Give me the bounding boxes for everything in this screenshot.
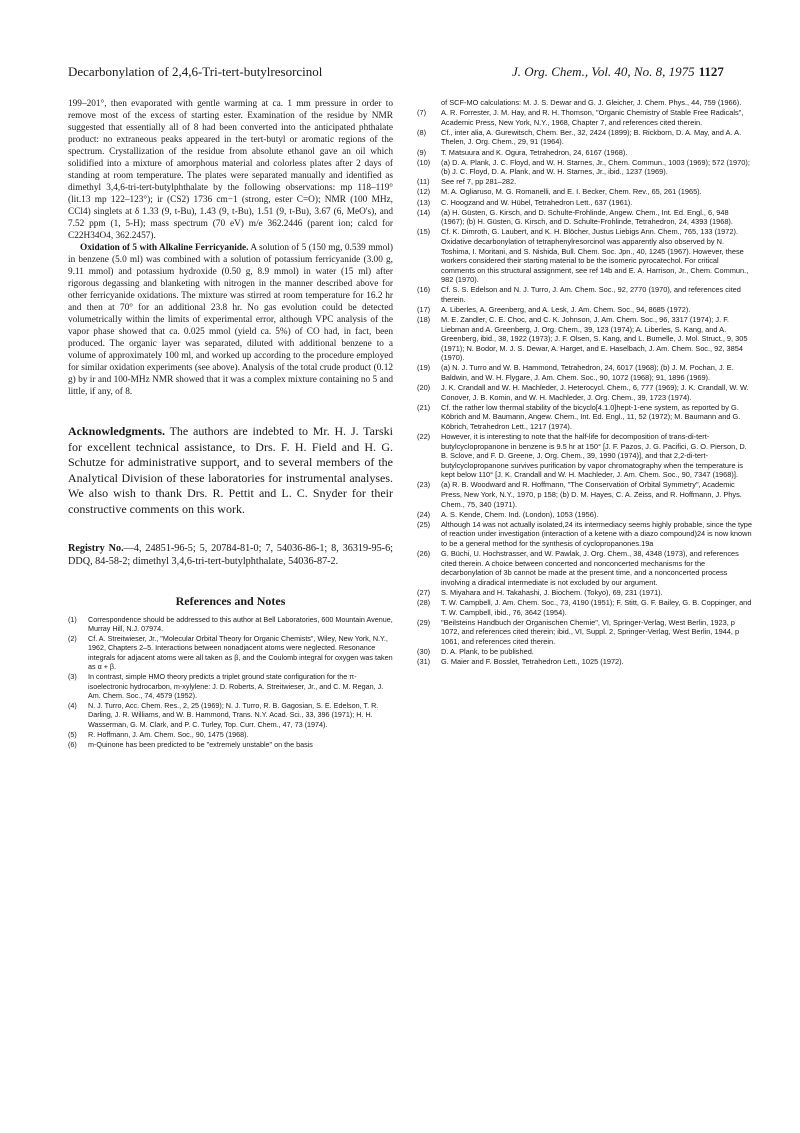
paragraph-run-in-heading: Oxidation of 5 with Alkaline Ferricyanide. (80, 243, 249, 253)
reference-item (417, 588, 753, 598)
reference-number: (29) (417, 617, 431, 627)
acknowledgments (68, 424, 393, 518)
reference-text: C. Hoogzand and W. Hübel, Tetrahedron Lett., 637 (1961). (441, 197, 633, 207)
reference-item (417, 198, 753, 208)
reference-number: (10) (417, 157, 431, 167)
reference-number: (18) (417, 315, 431, 325)
reference-number: (3) (68, 672, 77, 682)
reference-number: (8) (417, 127, 427, 137)
reference-item (417, 618, 753, 647)
references-list-right (417, 98, 753, 667)
reference-item (417, 363, 753, 382)
reference-number: (25) (417, 519, 431, 529)
reference-text: Cf. K. Dimroth, G. Laubert, and K. H. Blöcher, Justus Liebigs Ann. Chem., 765, 133 (1972). Oxidative decarbonylation of tetraphenylresorcinol was apparently also observed by N. Toshima, I. Moritani, and S. Nishida, Bull. Chem. Soc. Jpn., 40, 1245 (1967). However, these workers considered their starting material to be the isomeric pyrocatechol. For critical comments on this structural assignment, see ref 14b and E. A. Harrison, Jr., Chem. Commun., 982 (1970). (441, 227, 749, 285)
reference-number: (4) (68, 701, 77, 710)
running-title: Decarbonylation of 2,4,6-Tri-tert-butylresorcinol (68, 64, 323, 79)
reference-text: Cf. A. Streitwieser, Jr., "Molecular Orbital Theory for Organic Chemists", Wiley, New York, N.Y., 1962, Chapters 2–5. Interactions between nonadjacent atoms were neglected. Resonance integrals for adjacent atoms were all taken as β, and the Coulomb integral for oxygen was taken as α + β. (88, 633, 393, 672)
reference-item (417, 305, 753, 315)
reference-text: "Beilsteins Handbuch der Organischen Chemie", VI, Springer-Verlag, West Berlin, 1923, p 1072, and references cited therein; ibid., VI, Suppl. 2, Springer-Verlag, West Berlin, 1944, p 1061, and references cited therein. (441, 617, 740, 646)
reference-number: (21) (417, 402, 431, 412)
references-heading: References and Notes (175, 593, 286, 608)
experimental-paragraph-1: 199–201°, then evaporated with gentle warming at ca. 1 mm pressure in order to remove most of the excess of starting ester. Examination of the residue by NMR suggested that essentially all of 8 had been converted into the anticipated phthalate product: no extraneous peaks appeared in the tert-butyl or aromatic regions of the spectrum. Crystallization of the residue from absolute ethanol gave an oil which solidified into a mixture of amorphous material and colorless plates after 2 days of standing at room temperature. The plates were separated manually and identified as dimethyl 3,4,6-tri-tert-butylphthalate by the following observations: mp 118–119° (lit.13 mp 122–123°); ir (CS2) 1736 cm−1 (strong, ester C=O); NMR (100 MHz, CCl4) singlets at δ 1.33 (9, t-Bu), 1.43 (9, t-Bu), 1.51 (9, t-Bu), 3.67 (6, MeO's), and 7.52 ppm (1, 5-H); mass spectrum (70 eV) m/e 362.2446 (parent ion; calcd for C22H34O4, 362.2457). (68, 99, 393, 241)
reference-number: (2) (68, 633, 77, 643)
reference-item (68, 672, 393, 700)
reference-item (68, 615, 393, 634)
reference-number: (24) (417, 509, 431, 519)
reference-text: S. Miyahara and H. Takahashi, J. Biochem. (Tokyo), 69, 231 (1971). (441, 587, 663, 597)
reference-text: (a) D. A. Plank, J. C. Floyd, and W. H. Starnes, Jr., Chem. Commun., 1003 (1969); 572 (1970); (b) J. C. Floyd, D. A. Plank, and W. H. Starnes, Jr., ibid., 1237 (1969). (441, 157, 750, 177)
reference-text: D. A. Plank, to be published. (441, 646, 534, 656)
reference-text: m-Quinone has been predicted to be "extremely unstable" on the basis (88, 739, 313, 749)
reference-number: (15) (417, 227, 431, 237)
reference-text: A. S. Kende, Chem. Ind. (London), 1053 (1956). (441, 509, 599, 519)
reference-number: (28) (417, 597, 431, 607)
reference-item (417, 227, 753, 284)
reference-item (68, 701, 393, 729)
reference-text: (a) H. Güsten, G. Kirsch, and D. Schulte-Frohlinde, Angew. Chem., Int. Ed. Engl., 6, 948 (1967); (b) H. Güsten, G. Kirsch, and D. Schulte-Frohlinde, Tetrahedron, 24, 4393 (1968). (441, 207, 733, 227)
reference-item (417, 208, 753, 227)
reference-text: However, it is interesting to note that the half-life for decomposition of trans-di-tert-butylcyclopropanone in benzene is 9.5 hr at 150° [J. F. Pazos, J. G. Pacifici, G. O. Pierson, D. B. Sclove, and F. D. Greene, J. Org. Chem., 39, 1990 (1974)], and that 2,2-di-tert-butylcyclopropanone survives purification by vapor chromatography when the temperature is kept below 110° [J. K. Crandall and W. H. Machleder, J. Am. Chem. Soc., 90, 7347 (1968)]. (441, 432, 747, 480)
acknowledgments-heading: Acknowledgments. (68, 424, 166, 438)
reference-number: (12) (417, 187, 431, 197)
reference-item (417, 187, 753, 197)
reference-item (417, 657, 753, 667)
reference-item (417, 128, 753, 147)
reference-item (417, 549, 753, 587)
reference-text: M. A. Ogliaruso, M. G. Romanelli, and E. I. Becker, Chem. Rev., 65, 261 (1965). (441, 187, 702, 197)
reference-text: (a) R. B. Woodward and R. Hoffmann, "The Conservation of Orbital Symmetry", Academic Press, New York, N.Y., 1970, p 158; (b) D. M. Hayes, C. A. Zeiss, and R. Hoffmann, J. Phys. Chem., 75, 340 (1971). (441, 480, 742, 509)
reference-text: See ref 7, pp 281–282. (441, 177, 517, 187)
reference-number: (14) (417, 207, 431, 217)
reference-item (417, 520, 753, 549)
reference-item (417, 285, 753, 304)
reference-item (68, 730, 393, 739)
reference-text: R. Hoffmann, J. Am. Chem. Soc., 90, 1475 (1968). (88, 729, 249, 739)
reference-text: (a) N. J. Turro and W. B. Hammond, Tetrahedron, 24, 6017 (1968); (b) J. M. Pochan, J. E. Baldwin, and W. H. Flygare, J. Am. Chem. Soc., 90, 1072 (1968); 91, 1896 (1969). (441, 363, 734, 383)
registry-text: —4, 24851-96-5; 5, 20784-81-0; 7, 54036-86-1; 8, 36319-95-6; DDQ, 84-58-2; dimethyl 3,4,6-tri-tert-butylphthalate, 54036-87-2. (68, 542, 393, 567)
reference-text: Although 14 was not actually isolated,24 its intermediacy seems highly probable, since the type of reaction under investigation (interaction of a ketene with a diazo compound)24 is now known to be a general method for the synthesis of cyclopropanones.19a (441, 519, 752, 548)
reference-number: (1) (68, 614, 77, 624)
reference-number: (11) (417, 177, 430, 187)
reference-item (417, 383, 753, 402)
references-list-left (68, 615, 393, 750)
reference-number: (30) (417, 646, 431, 656)
registry-numbers (68, 542, 393, 568)
left-column (68, 98, 393, 750)
reference-text: In contrast, simple HMO theory predicts a triplet ground state configuration for the π-isoelectronic hydrocarbon, m-xylylene: J. D. Roberts, A. Streitwieser, Jr., and C. M. Regan, J. Am. Chem. Soc., 74, 4579 (1952). (88, 672, 384, 700)
reference-item (68, 740, 393, 749)
reference-item (417, 647, 753, 657)
reference-text: Cf. S. S. Edelson and N. J. Turro, J. Am. Chem. Soc., 92, 2770 (1970), and references cited therein. (441, 285, 741, 304)
acknowledgments-text: The authors are indebted to Mr. H. J. Tarski for excellent technical assistance, to Drs. F. H. Field and H. G. Schutze for administrative support, and to several members of the Analytical Division of these laboratories for instrumental analyses. We also wish to thank Drs. R. Pettit and L. C. Snyder for their constructive comments on this work. (68, 424, 393, 516)
reference-item (417, 108, 753, 127)
reference-text: M. E. Zandler, C. E. Choc, and C. K. Johnson, J. Am. Chem. Soc., 96, 3317 (1974); J. F. Liebman and A. Greenberg, J. Org. Chem., 39, 123 (1974); A. Liberles, S. Kang, and A. Greenberg, ibid., 38, 1922 (1973); J. F. Olsen, S. Kang, and L. Burnelle, J. Mol. Struct., 9, 305 (1971); N. Bodor, M. J. S. Dewar, A. Harget, and E. Haselbach, J. Am. Chem. Soc., 92, 3854 (1970). (441, 315, 748, 363)
reference-item (417, 177, 753, 187)
reference-number: (22) (417, 432, 431, 442)
reference-text: A. R. Forrester, J. M. Hay, and R. H. Thomson, "Organic Chemistry of Stable Free Radicals", Academic Press, New York, N.Y., 1968, Chapter 7, and references cited therein. (441, 108, 744, 127)
reference-item (417, 315, 753, 363)
journal-reference: J. Org. Chem., Vol. 40, No. 8, 1975 (512, 64, 695, 79)
reference-number: (17) (417, 305, 431, 315)
reference-text: A. Liberles, A. Greenberg, and A. Lesk, J. Am. Chem. Soc., 94, 8685 (1972). (441, 305, 691, 315)
reference-item (417, 598, 753, 617)
reference-item (68, 634, 393, 672)
reference-number: (5) (68, 729, 77, 739)
reference-item (417, 148, 753, 158)
reference-number (417, 98, 441, 108)
reference-item (417, 158, 753, 177)
reference-text: Cf. the rather low thermal stability of the bicyclo[4.1.0]hept-1-ene system, as reported by G. Köbrich and M. Baumann, Angew. Chem., Int. Ed. Engl., 11, 52 (1972); M. Baumann and G. Köbrich, Tetrahedron Lett., 1217 (1974). (441, 402, 741, 431)
reference-text: Correspondence should be addressed to this author at Bell Laboratories, 600 Mountain Avenue, Murray Hill, N.J. 07974. (88, 614, 393, 633)
reference-number: (26) (417, 549, 431, 559)
right-column (417, 98, 753, 667)
reference-text: T. W. Campbell, J. Am. Chem. Soc., 73, 4190 (1951); F. Stitt, G. F. Bailey, G. B. Coppinger, and T. W. Campbell, ibid., 76, 3642 (1954). (441, 597, 752, 617)
reference-number: (13) (417, 197, 431, 207)
reference-number: (7) (417, 108, 427, 118)
reference-number: (6) (68, 739, 77, 749)
reference-item (417, 98, 753, 108)
reference-number: (27) (417, 587, 431, 597)
reference-text: N. J. Turro, Acc. Chem. Res., 2, 25 (1969); N. J. Turro, R. B. Gagosian, S. E. Edelson, T. R. Darling, J. R. Williams, and W. B. Hammond, Trans. N.Y. Acad. Sci., 33, 396 (1971); H. H. Wasserman, G. M. Clark, and P. C. Turley, Top. Curr. Chem., 47, 73 (1974). (88, 701, 379, 729)
reference-text: Cf., inter alia, A. Gurewitsch, Chem. Ber., 32, 2424 (1899); B. Rickborn, D. A. May, and A. A. Thelen, J. Org. Chem., 29, 91 (1964). (441, 127, 742, 147)
reference-text: of SCF-MO calculations: M. J. S. Dewar and G. J. Gleicher, J. Chem. Phys., 44, 759 (1966). (441, 98, 742, 107)
reference-text: G. Maier and F. Bosslet, Tetrahedron Lett., 1025 (1972). (441, 657, 624, 667)
experimental-paragraph-2 (68, 242, 393, 398)
reference-item (417, 510, 753, 520)
page-number: 1127 (698, 64, 724, 79)
reference-number: (16) (417, 285, 431, 295)
reference-number: (9) (417, 147, 427, 157)
reference-text: G. Büchi, U. Hochstrasser, and W. Pawlak, J. Org. Chem., 38, 4348 (1973), and references cited therein. A choice between concerted and nonconcerted mechanisms for the decarbonylation of 3b cannot be made at the present time, and a nonconcerted process involving a diradical intermediate is not excluded by our argument. (441, 549, 739, 587)
reference-number: (19) (417, 363, 431, 373)
registry-heading: Registry No. (68, 542, 124, 554)
reference-text: J. K. Crandall and W. H. Machleder, J. Heterocycl. Chem., 6, 777 (1969); J. K. Crandall, W. W. Conover, J. B. Komin, and W. H. Machleder, J. Org. Chem., 39, 1723 (1974). (441, 383, 749, 402)
paragraph-text: A solution of 5 (150 mg, 0.539 mmol) in benzene (5.0 ml) was combined with a solution of potassium ferricyanide (3.00 g, 9.11 mmol) and potassium hydroxide (0.50 g, 8.9 mmol) in water (15 ml) after rigorous degassing and blanketing with nitrogen in the manner described above for other ferricyanide oxidations. The mixture was stirred at room temperature for 16.2 hr and then at 70° for an additional 23.8 hr. No gas evolution could be detected volumetrically within the limits of experimental error, although VPC analysis of the vapor phase showed that ca. 0.025 mmol (yield ca. 5%) of CO had, in fact, been produced. The organic layer was separated, diluted with additional benzene to a volume of approximately 100 ml, and worked up according to the procedure employed for similar oxidation experiments (see above). Analysis of the total crude product (0.12 g) by ir and 100-MHz NMR showed that it was a complex mixture containing no 5 and little, if any, of 8. (68, 243, 393, 397)
reference-number: (20) (417, 383, 431, 393)
reference-item (417, 480, 753, 509)
journal-citation (512, 64, 724, 80)
reference-item (417, 432, 753, 480)
reference-text: T. Matsuura and K. Ogura, Tetrahedron, 24, 6167 (1968). (441, 147, 628, 157)
reference-number: (23) (417, 480, 431, 490)
reference-number: (31) (417, 657, 431, 667)
reference-item (417, 403, 753, 432)
